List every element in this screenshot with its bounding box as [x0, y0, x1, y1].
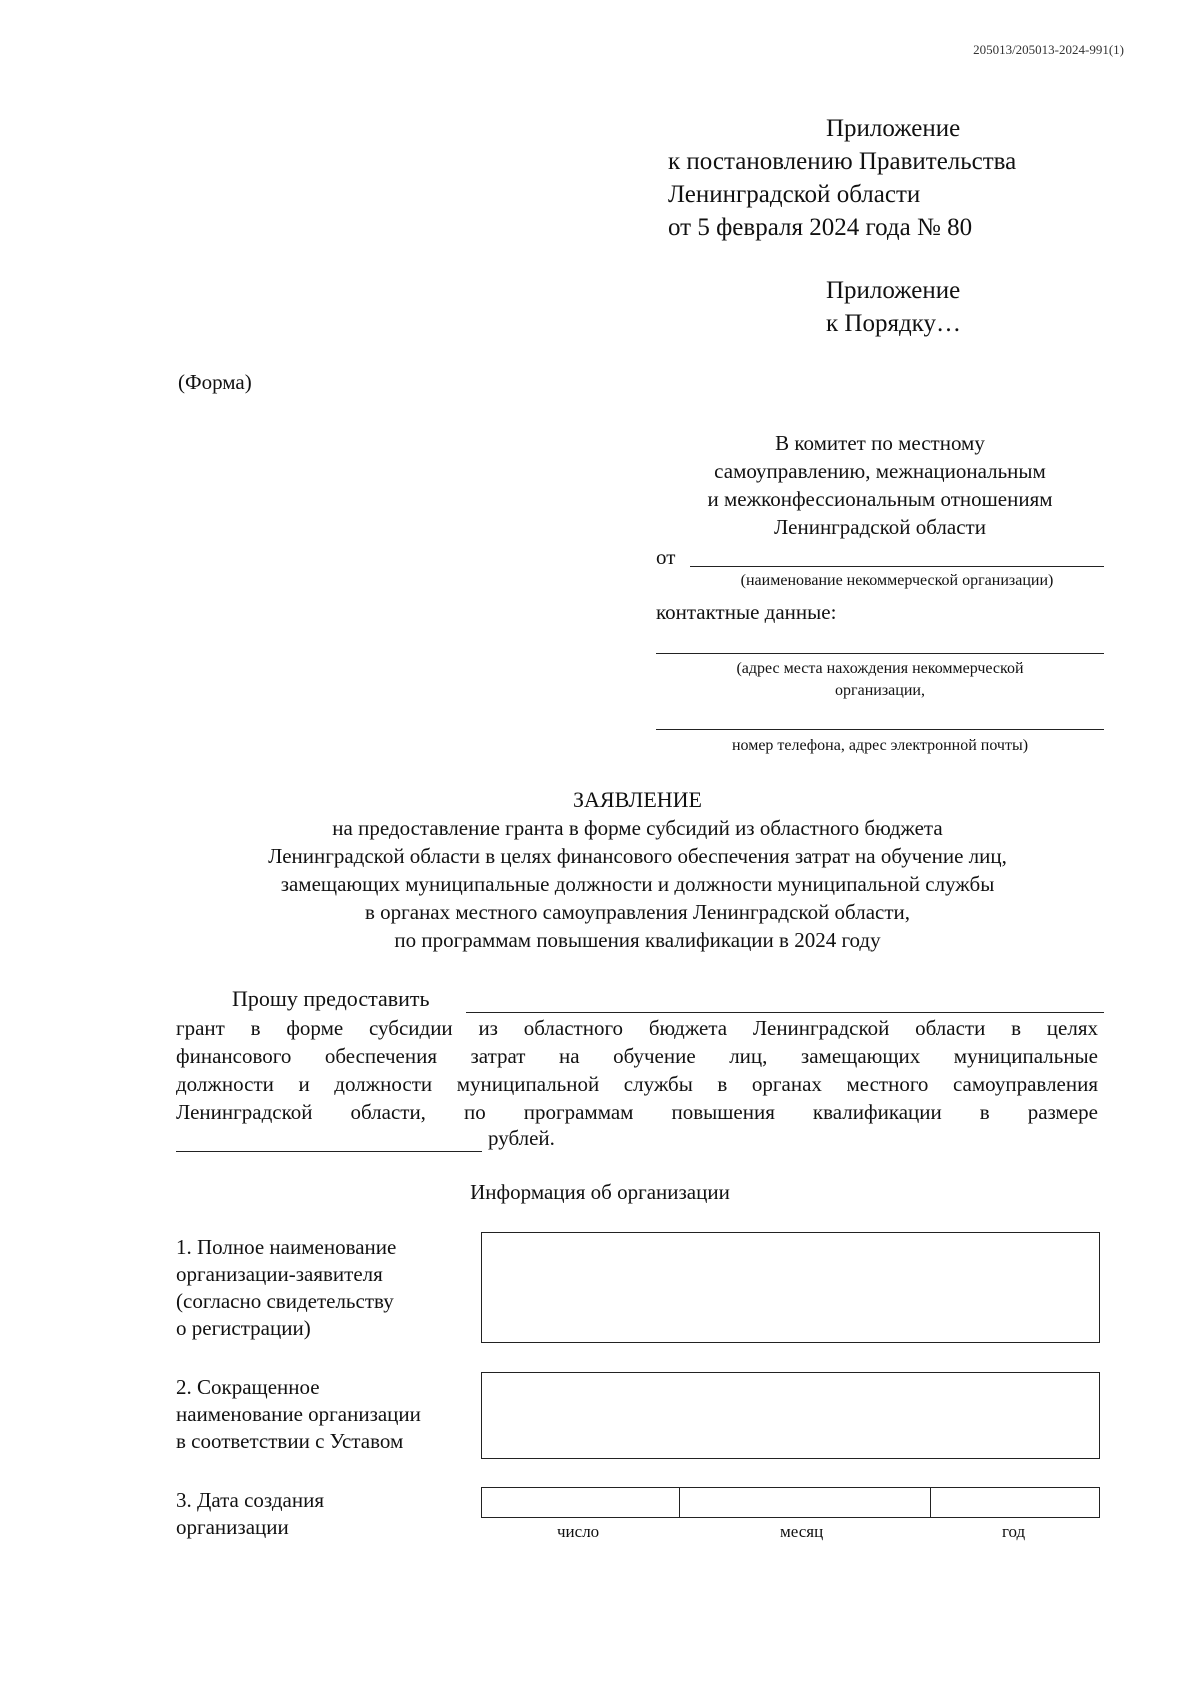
- creation-date-input: [481, 1487, 1100, 1518]
- appendix-order-line: к Порядку…: [826, 310, 961, 337]
- appendix-resolution-line-2: Ленинградской области: [668, 181, 921, 208]
- appendix-resolution-line-1: к постановлению Правительства: [668, 148, 1017, 175]
- phone-email-caption: номер телефона, адрес электронной почты): [731, 737, 1029, 754]
- field-2-line-1: 2. Сокращенное: [176, 1375, 320, 1399]
- appendix-order-title: Приложение: [826, 277, 961, 304]
- amount-input-line[interactable]: [176, 1151, 482, 1152]
- contact-label: контактные данные:: [656, 600, 837, 624]
- form-label: (Форма): [178, 370, 252, 394]
- field-1-line-1: 1. Полное наименование: [176, 1235, 397, 1259]
- date-month-cell[interactable]: [679, 1488, 930, 1517]
- addressee-line-3: и межконфессиональным отношениям: [707, 487, 1053, 511]
- field-1-line-2: организации-заявителя: [176, 1262, 383, 1286]
- application-subtitle-4: в органах местного самоуправления Ленинградской области,: [364, 900, 911, 924]
- application-title-block: [150, 786, 1125, 954]
- address-caption-line-1: (адрес места нахождения некоммерческой: [736, 660, 1024, 677]
- document-id: 205013/205013-2024-991(1): [973, 42, 1124, 57]
- field-3-line-1: 3. Дата создания: [176, 1488, 324, 1512]
- phone-email-input-line[interactable]: [656, 729, 1104, 730]
- appendix-resolution: [668, 145, 1016, 244]
- field-1-line-4: о регистрации): [176, 1316, 311, 1340]
- date-day-caption: число: [557, 1522, 600, 1541]
- application-subtitle-5: по программам повышения квалификации в 2024 году: [394, 928, 881, 952]
- date-day-cell[interactable]: [482, 1488, 679, 1517]
- field-1-line-3: (согласно свидетельству: [176, 1289, 394, 1313]
- application-title: ЗАЯВЛЕНИЕ: [573, 787, 702, 812]
- field-3-line-2: организации: [176, 1515, 289, 1539]
- date-month-caption: месяц: [780, 1522, 824, 1541]
- addressee-line-1: В комитет по местному: [775, 431, 985, 455]
- field-label-creation-date: [176, 1487, 476, 1541]
- request-body-line-3: должности и должности муниципальной службы в органах местного самоуправления: [176, 1072, 1098, 1096]
- org-name-caption: (наименование некоммерческой организации): [740, 572, 1054, 589]
- appendix-resolution-line-3: от 5 февраля 2024 года № 80: [668, 214, 973, 241]
- org-name-input-line[interactable]: [690, 566, 1104, 567]
- rubles-label: рублей.: [488, 1126, 555, 1150]
- request-body: [176, 1014, 1098, 1126]
- date-year-cell[interactable]: [930, 1488, 1099, 1517]
- request-body-line-1: грант в форме субсидии из областного бюджета Ленинградской области в целях: [176, 1016, 1098, 1040]
- date-year-caption: год: [1002, 1522, 1026, 1541]
- short-name-input-box[interactable]: [481, 1372, 1100, 1459]
- appendix-order: [826, 274, 961, 340]
- address-caption-line-2: организации,: [835, 682, 925, 699]
- full-name-input-box[interactable]: [481, 1232, 1100, 1343]
- field-label-short-name: [176, 1374, 476, 1455]
- request-lead: Прошу предоставить: [232, 986, 430, 1011]
- appendix-title: Приложение: [826, 115, 961, 142]
- application-subtitle-3: замещающих муниципальные должности и должности муниципальной службы: [280, 872, 995, 896]
- grantee-input-line[interactable]: [466, 1012, 1104, 1013]
- field-2-line-2: наименование организации: [176, 1402, 421, 1426]
- application-subtitle-2: Ленинградской области в целях финансового обеспечения затрат на обучение лиц,: [268, 844, 1007, 868]
- request-body-line-2: финансового обеспечения затрат на обучение лиц, замещающих муниципальные: [176, 1044, 1098, 1068]
- addressee-block: [645, 429, 1115, 541]
- org-info-title: Информация об организации: [470, 1180, 730, 1204]
- addressee-line-2: самоуправлению, межнациональным: [714, 459, 1046, 483]
- addressee-line-4: Ленинградской области: [774, 515, 986, 539]
- field-2-line-3: в соответствии с Уставом: [176, 1429, 404, 1453]
- field-label-full-name: [176, 1234, 476, 1342]
- application-subtitle-1: на предоставление гранта в форме субсидий из областного бюджета: [332, 816, 943, 840]
- address-caption: [656, 658, 1104, 702]
- address-input-line[interactable]: [656, 653, 1104, 654]
- from-label: от: [656, 545, 676, 569]
- request-body-line-4: Ленинградской области, по программам повышения квалификации в размере: [176, 1100, 1098, 1124]
